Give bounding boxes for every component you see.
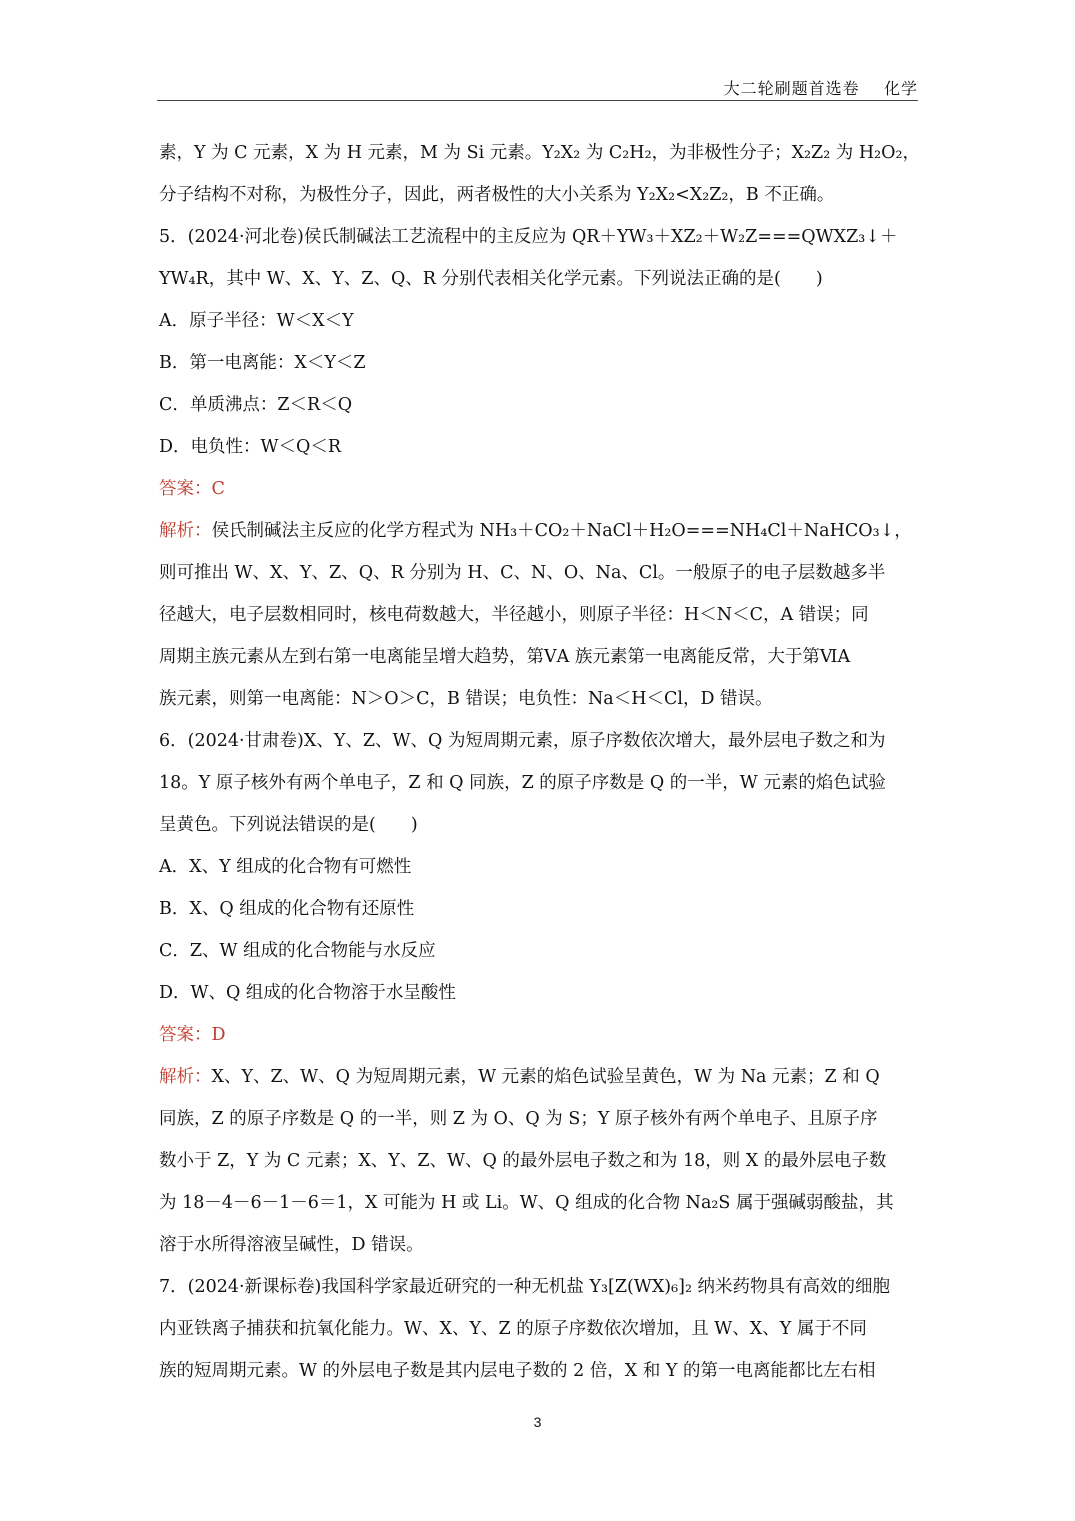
- option-b: B．第一电离能：X＜Y＜Z: [159, 353, 366, 373]
- analysis-label: 解析：: [159, 521, 212, 541]
- question-6-stem: 18。Y 原子核外有两个单电子，Z 和 Q 同族，Z 的原子序数是 Q 的一半，W 元素的焰色试验: [159, 773, 886, 793]
- question-6-stem: 6．(2024·甘肃卷)X、Y、Z、W、Q 为短周期元素，原子序数依次增大，最外层电子数之和为: [159, 731, 886, 751]
- page-number: 3: [533, 1414, 542, 1430]
- answer-label: 答案：D: [159, 1025, 226, 1045]
- question-7-stem: 7．(2024·新课标卷)我国科学家最近研究的一种无机盐 Y₃[Z(WX)₆]₂ 纳米药物具有高效的细胞: [159, 1277, 891, 1297]
- header-title: 大二轮刷题首选卷 化学: [723, 79, 918, 98]
- analysis-line: 数小于 Z，Y 为 C 元素；X、Y、Z、W、Q 的最外层电子数之和为 18，则 X 的最外层电子数: [159, 1151, 887, 1171]
- document-body: [159, 134, 929, 1394]
- answer-label: 答案：C: [159, 479, 225, 499]
- text-line: 素，Y 为 C 元素，X 为 H 元素，M 为 Si 元素。Y₂X₂ 为 C₂H₂，为非极性分子；X₂Z₂ 为 H₂O₂，: [159, 143, 920, 163]
- option-a: A．原子半径：W＜X＜Y: [159, 311, 354, 331]
- option-c: C．Z、W 组成的化合物能与水反应: [159, 941, 436, 961]
- option-c: C．单质沸点：Z＜R＜Q: [159, 395, 353, 415]
- option-d: D．W、Q 组成的化合物溶于水呈酸性: [159, 983, 456, 1003]
- analysis-label: 解析：: [159, 1067, 212, 1087]
- question-5-stem: 5．(2024·河北卷)侯氏制碱法工艺流程中的主反应为 QR＋YW₃＋XZ₂＋W₂Z===QWXZ₃↓＋: [159, 227, 898, 247]
- page-header: [157, 76, 918, 101]
- analysis-line: 则可推出 W、X、Y、Z、Q、R 分别为 H、C、N、O、Na、Cl。一般原子的电子层数越多半: [159, 563, 886, 583]
- analysis-line: 周期主族元素从左到右第一电离能呈增大趋势，第ⅤA 族元素第一电离能反常，大于第ⅥA: [159, 647, 851, 667]
- option-d: D．电负性：W＜Q＜R: [159, 437, 342, 457]
- question-5-stem: YW₄R，其中 W、X、Y、Z、Q、R 分别代表相关化学元素。下列说法正确的是( ): [159, 269, 823, 289]
- option-b: B．X、Q 组成的化合物有还原性: [159, 899, 415, 919]
- analysis-line: 族元素，则第一电离能：N＞O＞C，B 错误；电负性：Na＜H＜Cl，D 错误。: [159, 689, 773, 709]
- analysis-line: 解析：侯氏制碱法主反应的化学方程式为 NH₃＋CO₂＋NaCl＋H₂O===NH₄Cl＋NaHCO₃↓，: [159, 521, 912, 541]
- text-line: 分子结构不对称，为极性分子，因此，两者极性的大小关系为 Y₂X₂<X₂Z₂，B 不正确。: [159, 185, 835, 205]
- analysis-line: 解析：X、Y、Z、W、Q 为短周期元素，W 元素的焰色试验呈黄色，W 为 Na 元素；Z 和 Q: [159, 1067, 880, 1087]
- analysis-line: 溶于水所得溶液呈碱性，D 错误。: [159, 1235, 424, 1255]
- option-a: A．X、Y 组成的化合物有可燃性: [159, 857, 412, 877]
- analysis-line: 径越大，电子层数相同时，核电荷数越大，半径越小，则原子半径：H＜N＜C，A 错误；同: [159, 605, 869, 625]
- analysis-line: 同族，Z 的原子序数是 Q 的一半，则 Z 为 O、Q 为 S；Y 原子核外有两个单电子、且原子序: [159, 1109, 878, 1129]
- analysis-line: 为 18－4－6－1－6＝1，X 可能为 H 或 Li。W、Q 组成的化合物 Na₂S 属于强碱弱酸盐，其: [159, 1193, 894, 1213]
- question-7-stem: 族的短周期元素。W 的外层电子数是其内层电子数的 2 倍，X 和 Y 的第一电离能都比左右相: [159, 1361, 876, 1381]
- question-7-stem: 内亚铁离子捕获和抗氧化能力。W、X、Y、Z 的原子序数依次增加，且 W、X、Y 属于不同: [159, 1319, 867, 1339]
- question-6-stem: 呈黄色。下列说法错误的是( ): [159, 815, 418, 835]
